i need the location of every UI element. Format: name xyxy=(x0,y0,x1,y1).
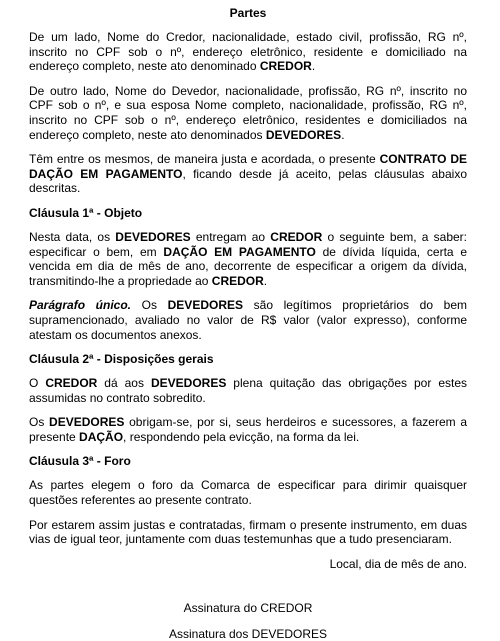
paragraph-foro: As partes elegem o foro da Comarca de especificar para dirimir quaisquer questões referentes ao presente contrato. xyxy=(29,478,467,508)
paragraph-devedores xyxy=(29,84,467,142)
signature-devedores: Assinatura dos DEVEDORES xyxy=(168,627,328,641)
bold-term: DEVEDORES xyxy=(49,415,125,430)
text: plena quitação das obrigações por estes assumidas no contrato sobredito. xyxy=(29,376,468,405)
paragraph-credor xyxy=(29,30,467,74)
text: Os xyxy=(131,298,168,313)
text: De outro lado, Nome do Devedor, nacionalidade, profissão, RG nº, inscrito no CPF sob o nº, e sua esposa Nome completo, nacionalidade, profissão, RG nº, inscrito no CPF sob o nº, endereço eletrônico, residentes e domiciliados na endereço completo, neste ato denominados xyxy=(29,83,467,142)
paragraph-encerramento: Por estarem assim justas e contratadas, firmam o presente instrumento, em duas vias de igual teor, juntamente com duas testemunhas que a tudo presenciaram. xyxy=(29,517,467,547)
text: obrigam-se, por si, seus herdeiros e sucessores, a fazerem a presente xyxy=(29,415,467,444)
paragraph-contrato xyxy=(29,152,467,196)
clause-3-heading: Cláusula 3ª - Foro xyxy=(29,454,131,469)
bold-term: CREDOR xyxy=(259,59,312,74)
bold-italic-term xyxy=(29,298,131,312)
paragraph-unico xyxy=(29,298,467,342)
text: dá aos xyxy=(97,376,151,391)
text: Nesta data, os xyxy=(29,229,116,244)
bold-term: DAÇÃO xyxy=(79,429,124,444)
text: Os xyxy=(29,415,50,430)
paragraph-objeto xyxy=(29,230,467,288)
section-title-partes: Partes xyxy=(229,6,267,20)
bold-term: DEVEDORES xyxy=(115,229,191,244)
bold-term: DEVEDORES xyxy=(150,376,227,391)
paragraph-quitacao xyxy=(29,376,467,405)
text: . xyxy=(311,59,316,74)
italic-term: Parágrafo único. xyxy=(29,298,131,313)
bold-term: DEVEDORES xyxy=(265,127,342,142)
bold-term: CONTRATO DE DAÇÃO EM PAGAMENTO xyxy=(29,152,468,181)
bold-term: CREDOR xyxy=(211,273,264,288)
text: entregam ao xyxy=(190,229,271,244)
text: O xyxy=(29,376,46,391)
clause-1-heading: Cláusula 1ª - Objeto xyxy=(29,205,143,220)
bold-term: DEVEDORES xyxy=(167,298,243,313)
text: . xyxy=(263,273,268,288)
bold-term: CREDOR xyxy=(45,376,98,391)
text: . xyxy=(341,127,345,142)
paragraph-obrigacoes xyxy=(29,415,467,444)
text: são legítimos proprietários do bem supramencionado, avaliado no valor de R$ valor (valor expresso), conforme atestam os documentos anexos. xyxy=(29,298,467,342)
text: , respondendo pela evicção, na forma da lei. xyxy=(123,429,360,444)
text: , ficando desde já aceito, pelas cláusulas abaixo descritas. xyxy=(29,166,467,196)
bold-term: CREDOR xyxy=(270,229,323,244)
text: o seguinte bem, a saber: especificar o bem, em xyxy=(29,229,468,259)
bold-term: DAÇÃO EM PAGAMENTO xyxy=(163,244,316,259)
signature-credor: Assinatura do CREDOR xyxy=(183,601,313,616)
text: de dívida líquida, certa e vencida em dia de mês de ano, decorrente de especificar a origem da dívida, transmitindo-lhe a propriedade ao xyxy=(29,244,468,288)
text: De um lado, Nome do Credor, nacionalidade, estado civil, profissão, RG nº, inscrito no CPF sob o nº, endereço eletrônico, residente e domiciliado na endereço completo, neste ato denominado xyxy=(29,30,467,74)
clause-2-heading: Cláusula 2ª - Disposições gerais xyxy=(29,352,214,367)
place-date-line: Local, dia de mês de ano. xyxy=(329,556,467,571)
text: Têm entre os mesmos, de maneira justa e acordada, o presente xyxy=(29,152,380,167)
